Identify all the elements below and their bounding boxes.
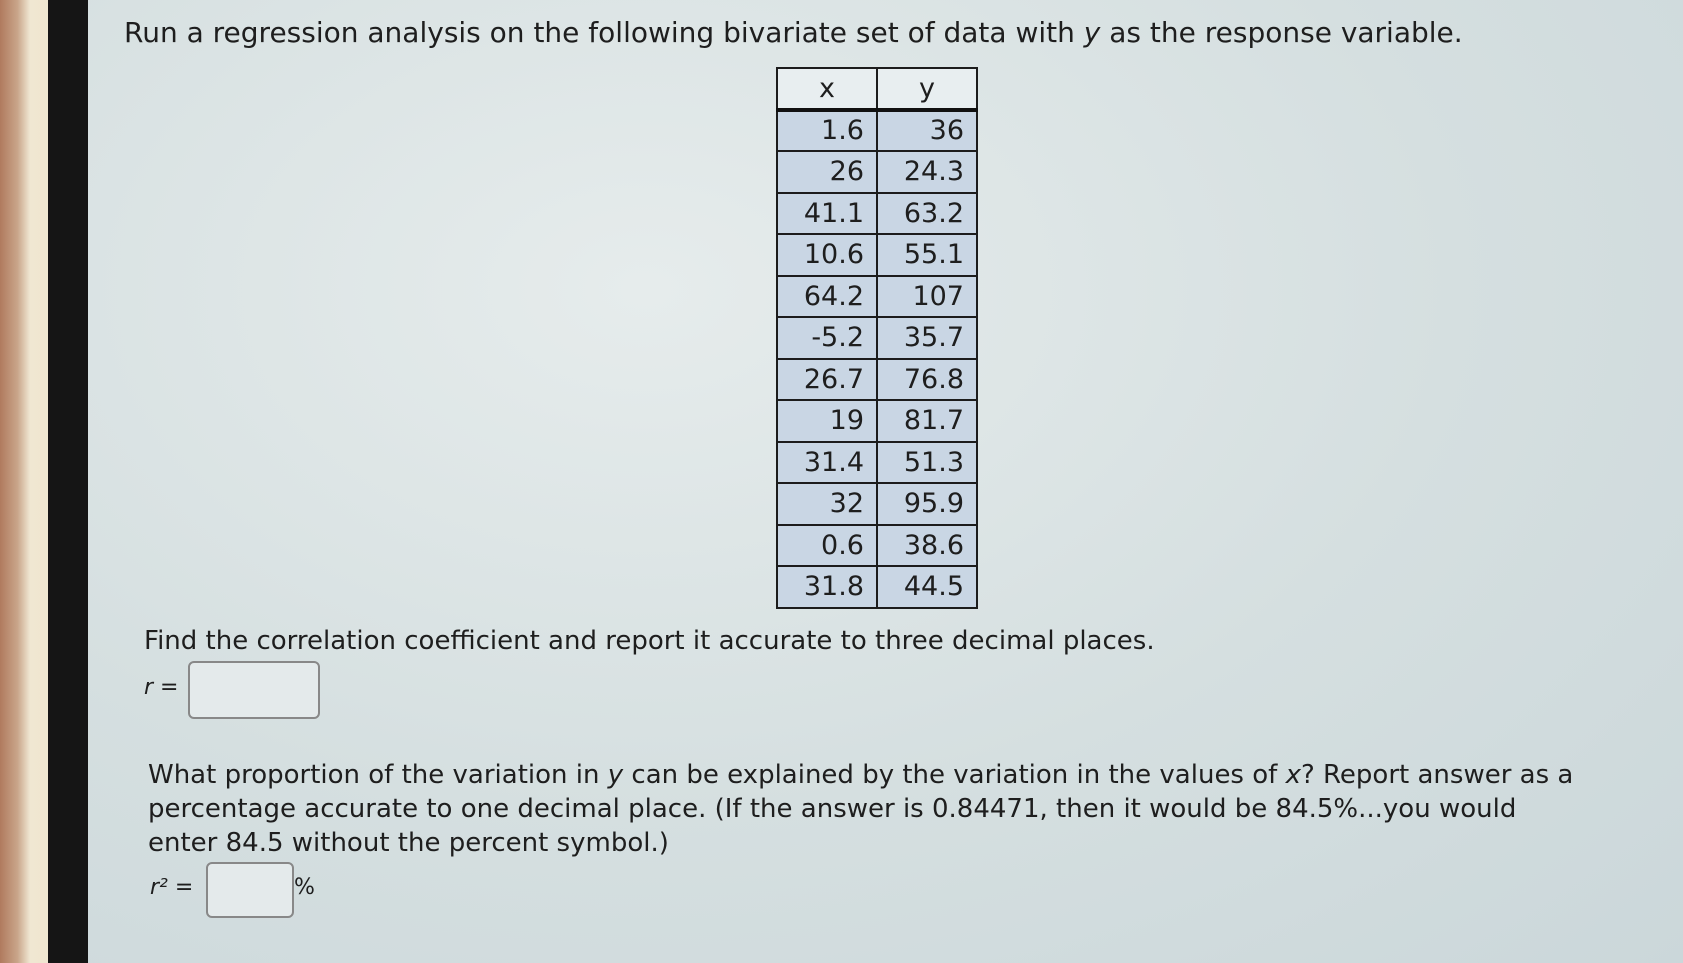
column-header-y: y: [877, 68, 977, 110]
table-row: [777, 442, 977, 484]
r-label: r =: [144, 675, 179, 700]
cell-y: 81.7: [877, 400, 977, 442]
cell-y: 76.8: [877, 359, 977, 401]
cell-y: 38.6: [877, 525, 977, 567]
proportion-var-x: x: [1285, 760, 1301, 790]
table-body: [777, 110, 977, 608]
table-row: [777, 276, 977, 318]
proportion-line-1: [148, 758, 1628, 792]
table-row: [777, 151, 977, 193]
cell-x: 10.6: [777, 234, 877, 276]
proportion-prompt: [148, 758, 1628, 860]
question-text: [124, 16, 1463, 49]
table-row: [777, 483, 977, 525]
proportion-text-a: What proportion of the variation in: [148, 760, 608, 790]
cell-x: 31.4: [777, 442, 877, 484]
question-prefix: Run a regression analysis on the following bivariate set of data with: [124, 16, 1084, 49]
table-header-row: [777, 68, 977, 110]
r-answer-input[interactable]: [188, 661, 320, 719]
proportion-text-b: can be explained by the variation in the values of: [623, 760, 1286, 790]
cell-x: -5.2: [777, 317, 877, 359]
cell-x: 31.8: [777, 566, 877, 608]
device-edge: [0, 0, 50, 963]
screen: [88, 0, 1683, 963]
percent-symbol: %: [294, 875, 315, 900]
screen-bezel: [48, 0, 88, 963]
table-row: [777, 110, 977, 152]
cell-y: 44.5: [877, 566, 977, 608]
cell-x: 32: [777, 483, 877, 525]
cell-x: 0.6: [777, 525, 877, 567]
question-variable: y: [1083, 16, 1101, 49]
table-row: [777, 317, 977, 359]
correlation-prompt: Find the correlation coefficient and report it accurate to three decimal places.: [144, 626, 1155, 656]
cell-x: 19: [777, 400, 877, 442]
question-suffix: as the response variable.: [1100, 16, 1463, 49]
proportion-line-2: percentage accurate to one decimal place. (If the answer is 0.84471, then it would be 84.5%...you would: [148, 794, 1517, 824]
cell-y: 55.1: [877, 234, 977, 276]
table-row: [777, 359, 977, 401]
table-row: [777, 400, 977, 442]
cell-y: 63.2: [877, 193, 977, 235]
table-row: [777, 234, 977, 276]
cell-y: 95.9: [877, 483, 977, 525]
cell-y: 107: [877, 276, 977, 318]
table-row: [777, 566, 977, 608]
cell-x: 26.7: [777, 359, 877, 401]
table-row: [777, 525, 977, 567]
proportion-line-3: enter 84.5 without the percent symbol.): [148, 828, 669, 858]
cell-y: 24.3: [877, 151, 977, 193]
cell-y: 36: [877, 110, 977, 152]
proportion-var-y: y: [607, 760, 624, 790]
r-squared-label: r² =: [150, 875, 194, 900]
cell-x: 64.2: [777, 276, 877, 318]
data-table: [776, 67, 978, 609]
column-header-x: x: [777, 68, 877, 110]
cell-y: 35.7: [877, 317, 977, 359]
cell-x: 26: [777, 151, 877, 193]
cell-x: 1.6: [777, 110, 877, 152]
cell-x: 41.1: [777, 193, 877, 235]
cell-y: 51.3: [877, 442, 977, 484]
r-squared-answer-input[interactable]: [206, 862, 294, 918]
table-row: [777, 193, 977, 235]
proportion-text-c: ? Report answer as a: [1300, 760, 1574, 790]
